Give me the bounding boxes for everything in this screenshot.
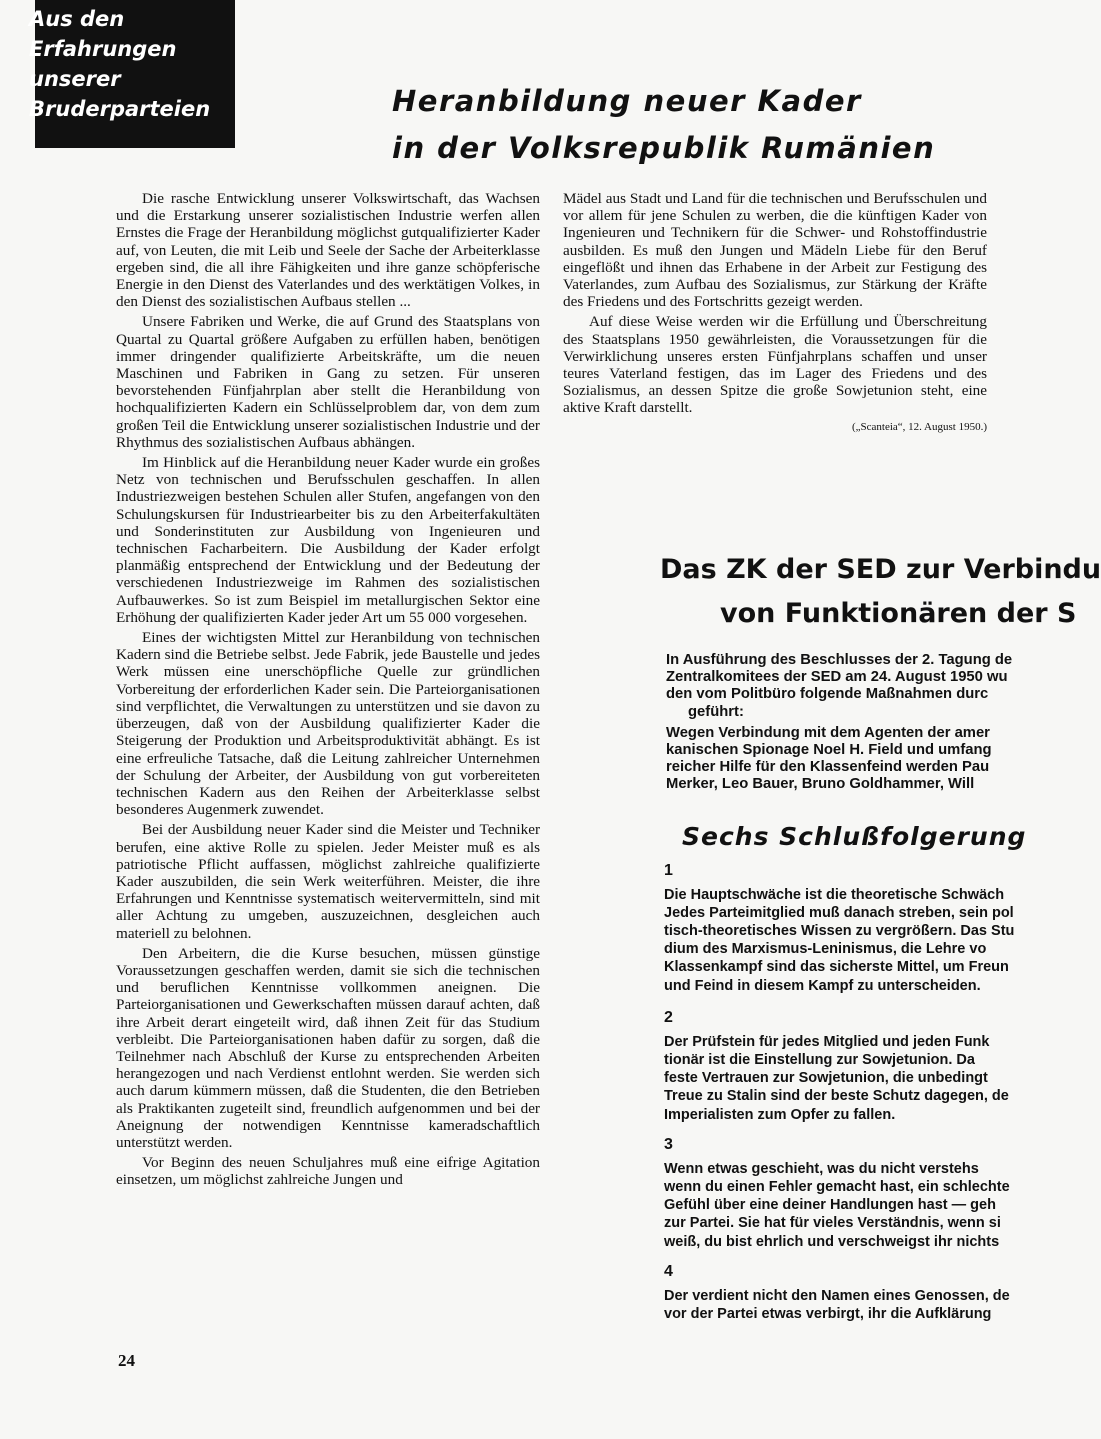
- sed-announcement: [666, 652, 1024, 794]
- paragraph: Eines der wichtigsten Mittel zur Heranbildung von technischen Kadern sind die Betriebe selbst. Jede Fabrik, jede Baustelle und jedes Werk müssen eine unerschöpfliche Quelle zur gründlichen Vorbereitung der erforderlichen Kader sein. Die Parteiorganisationen sind verpflichtet, die Verwaltungen zu unterstützen und sie davon zu überzeugen, daß von der Ausbildung qualifizierter Kader die Steigerung der Produktion und Arbeitsproduktivität abhängt. Es ist eine erfreuliche Tatsache, daß die Leitung zahlreicher Unternehmen der Schulung der Arbeiter, der Ausbildung von gut vorbereiteten technischen Kadern aus den Reihen der Arbeiterklasse selbst besonderes Augenmerk zuwendet.: [116, 629, 540, 819]
- conclusion-point: [664, 1009, 1024, 1124]
- text-line: und Feind in diesem Kampf zu unterscheiden.: [664, 977, 981, 994]
- section-rubric: [29, 0, 235, 148]
- text-line: reicher Hilfe für den Klassenfeind werden Pau: [666, 759, 990, 776]
- text-line: feste Vertrauen zur Sowjetunion, die unbedingt: [664, 1070, 988, 1087]
- paragraph: Auf diese Weise werden wir die Erfüllung und Überschreitung des Staatsplans 1950 gewährleisten, die Voraussetzungen für die Verwirklichung unseres ersten Fünfjahrplans schaffen und unser teures Vaterland festigen, das im Lager des Friedens und des Sozialismus, an dessen Spitze die große Sowjetunion steht, eine aktive Kraft darstellt.: [563, 313, 987, 417]
- sed-headline-line: von Funktionären der S: [720, 598, 1077, 629]
- source-citation: („Scanteia“, 12. August 1950.): [851, 420, 987, 433]
- paragraph: Mädel aus Stadt und Land für die technischen und Berufsschulen und vor allem für jene Schulen zu werben, die die künftigen Kader von Ingenieuren und Technikern für die Schwer- und Rohstoffindustrie ausbilden. Es muß den Jungen und Mädeln Liebe für den Beruf eingeflößt und ihnen das Erhabene in der Arbeit zur Festigung des Vaterlandes, zum Aufbau des Sozialismus, zur Stärkung der Kräfte des Friedens und des Fortschritts gezeigt werden.: [563, 190, 987, 311]
- headline-line: in der Volksrepublik Rumänien: [392, 131, 936, 165]
- rubric-line: Aus den: [29, 7, 125, 31]
- text-line: Der verdient nicht den Namen eines Genossen, de: [664, 1287, 1010, 1304]
- page-number: 24: [118, 1351, 135, 1370]
- text-line: Wegen Verbindung mit dem Agenten der amer: [666, 724, 990, 741]
- paragraph: Im Hinblick auf die Heranbildung neuer Kader wurde ein großes Netz von technischen und Berufsschulen geschaffen. In allen Industriezweigen bestehen Schulen aller Stufen, angefangen von den Schulungskursen für Industriearbeiter bis zu den Arbeiterfakultäten und Sonderinstituten zur Ausbildung von Ingenieuren und technischen Facharbeitern. Die Ausbildung der Kader erfolgt planmäßig entsprechend der Entwicklung und der Bedeutung der verschiedenen Industriezweige im Rahmen des sozialistischen Aufbauwerkes. So ist zum Beispiel im metallurgischen Sektor eine Erhöhung der qualifizierten Kader jeder Art um 55 000 vorgesehen.: [116, 454, 540, 626]
- paragraph: Den Arbeitern, die die Kurse besuchen, müssen günstige Voraussetzungen geschaffen werden, damit sie sich die technischen und beruflichen Kenntnisse vollkommen aneignen. Die Parteiorganisationen und Gewerkschaften müssen darauf achten, daß ihre Arbeit derart eingeteilt wird, daß ihnen Zeit für das Studium verbleibt. Die Parteiorganisationen haben dafür zu sorgen, daß die Teilnehmer nach Abschluß der Kurse zu entsprechenden Arbeiten herangezogen und nach Verdienst entlohnt werden. Sie werden sich auch darum kümmern müssen, daß die Studenten, die den Betrieben als Praktikanten zugeteilt sind, freundlich aufgenommen und bei der Aneignung der notwendigen Kenntnisse kameradschaftlich unterstützt werden.: [116, 944, 540, 1151]
- text-line: geführt:: [688, 703, 744, 720]
- conclusions-title: Sechs Schlußfolgerung: [682, 821, 1027, 851]
- sed-headline-line: Das ZK der SED zur Verbindu: [660, 554, 1101, 585]
- text-line: Treue zu Stalin sind der beste Schutz dagegen, de: [664, 1088, 1009, 1105]
- text-line: den vom Politbüro folgende Maßnahmen durc: [666, 686, 989, 703]
- point-number: 4: [664, 1262, 673, 1280]
- sed-headline: [660, 548, 1101, 636]
- sed-article: [660, 548, 1101, 1428]
- text-line: Jedes Parteimitglied muß danach streben, sein pol: [664, 904, 1014, 921]
- rubric-line: unserer: [29, 67, 121, 91]
- paragraph: Die rasche Entwicklung unserer Volkswirtschaft, das Wachsen und die Erstarkung unserer sozialistischen Industrie werfen allen Ernstes die Frage der Heranbildung möglichst gutqualifizierter Kader auf, von Leuten, die mit Leib und Seele der Sache der Arbeiterklasse ergeben sind, die all ihre Fähigkeiten und ihre ganze schöpferische Energie in den Dienst des Vaterlandes und des werktätigen Volkes, in den Dienst des sozialistischen Aufbaus stellen ...: [116, 190, 540, 311]
- text-line: Merker, Leo Bauer, Bruno Goldhammer, Will: [666, 776, 975, 793]
- text-line: Die Hauptschwäche ist die theoretische Schwäch: [664, 886, 1005, 903]
- text-line: Imperialisten zum Opfer zu fallen.: [664, 1106, 896, 1123]
- conclusion-point: [664, 1263, 1024, 1323]
- text-line: Zentralkomitees der SED am 24. August 1950 wu: [666, 669, 1008, 686]
- point-number: 3: [664, 1135, 673, 1153]
- article-column-middle: [563, 190, 987, 437]
- text-line: dium des Marxismus-Leninismus, die Lehre vo: [664, 941, 987, 958]
- text-line: Klassenkampf sind das sicherste Mittel, um Freun: [664, 959, 1009, 976]
- text-line: Wenn etwas geschieht, was du nicht verstehs: [664, 1160, 979, 1177]
- point-number: 2: [664, 1008, 673, 1026]
- paragraph: Bei der Ausbildung neuer Kader sind die Meister und Techniker berufen, eine aktive Rolle zu spielen. Jeder Meister muß es als patriotische Pflicht auffassen, möglichst zahlreiche qualifizierte Kader auszubilden, die sein Werk weiterführen. Meister, die ihre Erfahrungen und Kenntnisse systematisch weitervermitteln, sind mit aller Achtung zu umgeben, auszuzeichnen, desgleichen auch materiell zu belohnen.: [116, 821, 540, 942]
- headline-line: Heranbildung neuer Kader: [392, 84, 862, 118]
- text-line: Gefühl über eine deiner Handlungen hast — geh: [664, 1197, 996, 1214]
- paragraph: Unsere Fabriken und Werke, die auf Grund des Staatsplans von Quartal zu Quartal größere Aufgaben zu erfüllen haben, benötigen immer dringender qualifizierte Arbeitskräfte, um die neuen Maschinen und Fabriken in Gang zu setzen. Für unseren bevorstehenden Fünfjahrplan aber stellt die Heranbildung von hochqualifizierten Kadern ein Schlüsselproblem dar, von dem zum großen Teil die Entwicklung unserer sozialistischen Industrie und der Rhythmus des sozialistischen Aufbaus abhängen.: [116, 313, 540, 451]
- text-line: wenn du einen Fehler gemacht hast, ein schlechte: [664, 1179, 1010, 1196]
- text-line: tisch-theoretisches Wissen zu vergrößern. Das Stu: [664, 923, 1015, 940]
- conclusion-point: [664, 1136, 1024, 1251]
- text-line: Der Prüfstein für jedes Mitglied und jeden Funk: [664, 1033, 990, 1050]
- conclusion-point: [664, 862, 1024, 995]
- rubric-line: Erfahrungen: [29, 37, 177, 61]
- text-line: weiß, du bist ehrlich und verschweigst ihr nichts: [664, 1233, 1000, 1250]
- text-line: zur Partei. Sie hat für vieles Verständnis, wenn si: [664, 1215, 1001, 1232]
- article-column-left: [116, 190, 540, 1192]
- text-line: In Ausführung des Beschlusses der 2. Tagung de: [666, 652, 1013, 668]
- text-line: kanischen Spionage Noel H. Field und umfang: [666, 742, 992, 759]
- text-line: tionär ist die Einstellung zur Sowjetunion. Da: [664, 1052, 975, 1069]
- text-line: vor der Partei etwas verbirgt, ihr die Aufklärung: [664, 1306, 992, 1323]
- rubric-line: Bruderparteien: [29, 97, 211, 121]
- article-headline: [392, 78, 952, 172]
- paragraph: Vor Beginn des neuen Schuljahres muß eine eifrige Agitation einsetzen, um möglichst zahlreiche Jungen und: [116, 1154, 540, 1189]
- point-number: 1: [664, 861, 673, 879]
